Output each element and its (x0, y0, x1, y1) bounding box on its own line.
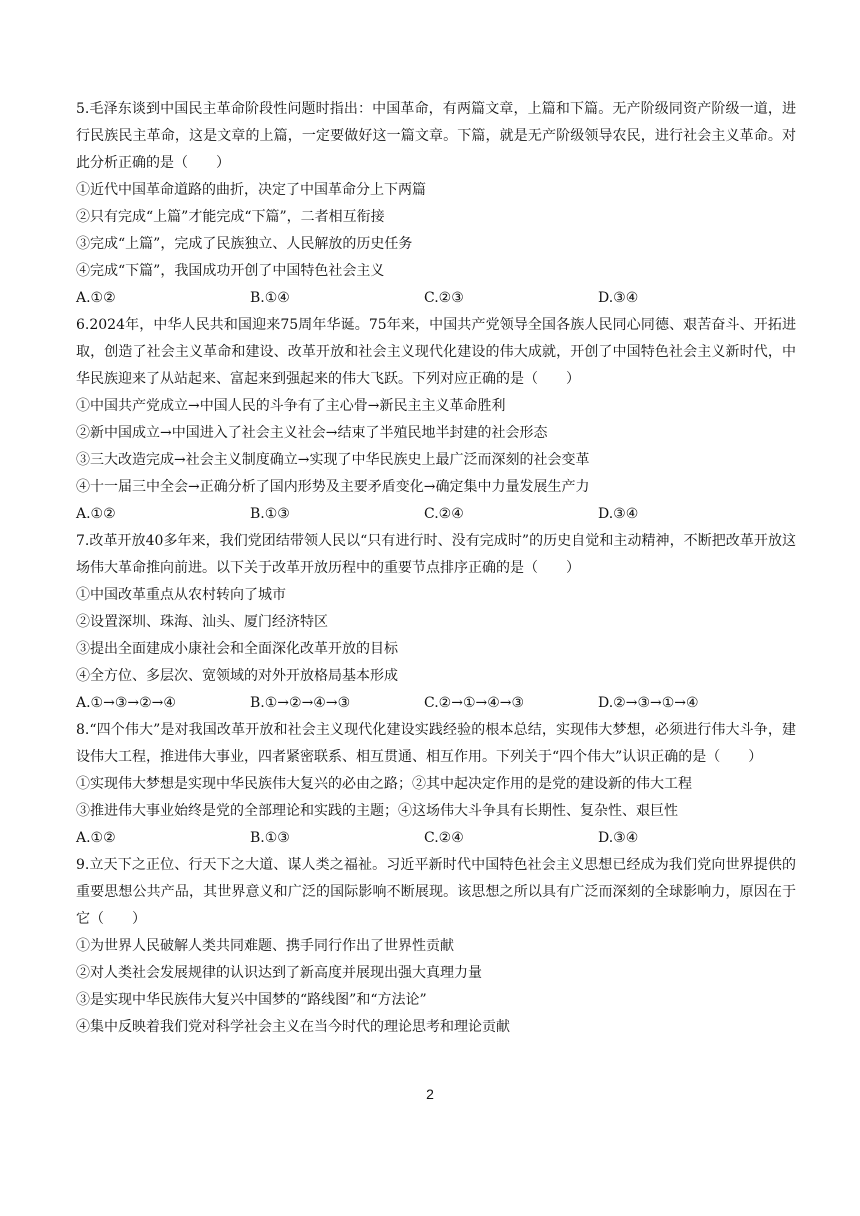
page-number: 2 (426, 1086, 434, 1102)
answer-choices (76, 501, 796, 528)
question-9 (76, 852, 796, 1041)
statement-item: ②新中国成立→中国进入了社会主义社会→结束了半殖民地半封建的社会形态 (76, 425, 548, 441)
question-stem: 6.2024年，中华人民共和国迎来75周年华诞。75年来，中国共产党领导全国各族人民同心同德、艰苦奋斗、开拓进取，创造了社会主义革命和建设、改革开放和社会主义现代化建设的伟大成就，开创了中国特色社会主义新时代，中华民族迎来了从站起来、富起来到强起来的伟大飞跃。下列对应正确的是（ ） (76, 317, 796, 387)
statement-item: ③是实现中华民族伟大复兴中国梦的“路线图”和“方法论” (76, 992, 427, 1008)
choice-a: A.①② (76, 830, 116, 846)
statement-item: ①中国共产党成立→中国人民的斗争有了主心骨→新民主主义革命胜利 (76, 398, 506, 414)
question-stem: 5.毛泽东谈到中国民主革命阶段性问题时指出：中国革命，有两篇文章，上篇和下篇。无产阶级同资产阶级一道，进行民族民主革命，这是文章的上篇，一定要做好这一篇文章。下篇，就是无产阶级领导农民，进行社会主义革命。对此分析正确的是（ ） (76, 101, 796, 171)
statement-item: ④全方位、多层次、宽领域的对外开放格局基本形成 (76, 668, 398, 684)
statement-item: ②对人类社会发展规律的认识达到了新高度并展现出强大真理力量 (76, 965, 482, 981)
statement-item: ④完成“下篇”，我国成功开创了中国特色社会主义 (76, 263, 385, 279)
choice-b: B.①→②→④→③ (250, 695, 351, 711)
choice-b: B.①④ (250, 290, 290, 306)
question-stem: 8.“四个伟大”是对我国改革开放和社会主义现代化建设实践经验的根本总结，实现伟大梦想，必须进行伟大斗争，建设伟大工程，推进伟大事业，四者紧密联系、相互贯通、相互作用。下列关于“四个伟大”认识正确的是（ ） (76, 722, 796, 765)
answer-choices (76, 690, 796, 717)
statement-item: ①为世界人民破解人类共同难题、携手同行作出了世界性贡献 (76, 938, 454, 954)
statement-item: ③推进伟大事业始终是党的全部理论和实践的主题；④这场伟大斗争具有长期性、复杂性、艰巨性 (76, 803, 678, 819)
statement-item: ③三大改造完成→社会主义制度确立→实现了中华民族史上最广泛而深刻的社会变革 (76, 452, 590, 468)
answer-choices (76, 285, 796, 312)
statement-item: ③提出全面建成小康社会和全面深化改革开放的目标 (76, 641, 398, 657)
choice-b: B.①③ (250, 506, 290, 522)
choice-c: C.②→①→④→③ (424, 695, 525, 711)
statement-item: ①中国改革重点从农村转向了城市 (76, 587, 286, 603)
statement-item: ①近代中国革命道路的曲折，决定了中国革命分上下两篇 (76, 182, 426, 198)
statement-item: ②设置深圳、珠海、汕头、厦门经济特区 (76, 614, 328, 630)
choice-d: D.③④ (598, 290, 639, 306)
question-7 (76, 528, 796, 717)
question-stem: 9.立天下之正位、行天下之大道、谋人类之福祉。习近平新时代中国特色社会主义思想已经成为我们党向世界提供的重要思想公共产品，其世界意义和广泛的国际影响不断展现。该思想之所以具有广泛而深刻的全球影响力，原因在于它（ ） (76, 857, 796, 927)
choice-a: A.①② (76, 506, 116, 522)
statement-item: ④十一届三中全会→正确分析了国内形势及主要矛盾变化→确定集中力量发展生产力 (76, 479, 590, 495)
question-stem: 7.改革开放40多年来，我们党团结带领人民以“只有进行时、没有完成时”的历史自觉和主动精神，不断把改革开放这场伟大革命推向前进。以下关于改革开放历程中的重要节点排序正确的是（ ） (76, 533, 796, 576)
choice-d: D.③④ (598, 830, 639, 846)
choice-c: C.②③ (424, 290, 464, 306)
statement-item: ②只有完成“上篇”才能完成“下篇”，二者相互衔接 (76, 209, 385, 225)
question-5 (76, 96, 796, 312)
choice-d: D.③④ (598, 506, 639, 522)
choice-c: C.②④ (424, 506, 464, 522)
question-8 (76, 717, 796, 852)
choice-a: A.①→③→②→④ (76, 695, 176, 711)
choice-a: A.①② (76, 290, 116, 306)
statement-item: ④集中反映着我们党对科学社会主义在当今时代的理论思考和理论贡献 (76, 1019, 510, 1035)
choice-c: C.②④ (424, 830, 464, 846)
choice-b: B.①③ (250, 830, 290, 846)
statement-item: ③完成“上篇”，完成了民族独立、人民解放的历史任务 (76, 236, 413, 252)
answer-choices (76, 825, 796, 852)
choice-d: D.②→③→①→④ (598, 695, 699, 711)
question-6 (76, 312, 796, 528)
page-content (76, 96, 796, 1041)
statement-item: ①实现伟大梦想是实现中华民族伟大复兴的必由之路；②其中起决定作用的是党的建设新的伟大工程 (76, 776, 692, 792)
